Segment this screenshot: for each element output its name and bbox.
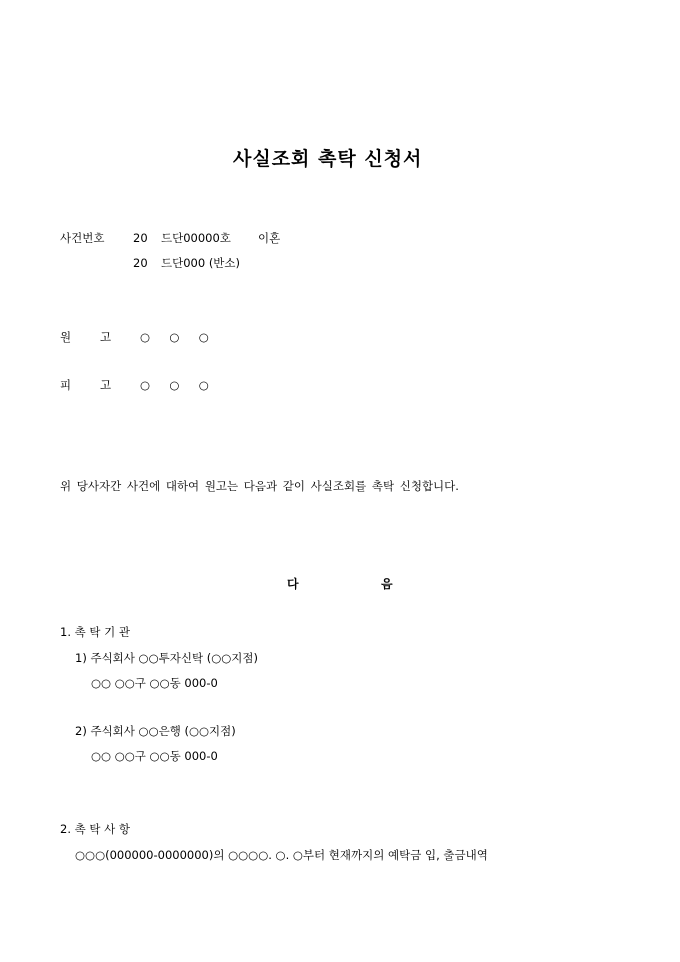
- case-number-label: 사건번호: [60, 231, 105, 245]
- case-number-1: 드단00000호: [161, 231, 231, 245]
- agency-1-name: 1) 주식회사 ○○투자신탁 (○○지점): [75, 651, 258, 665]
- statement-text: 위 당사자간 사건에 대하여 원고는 다음과 같이 사실조회를 촉탁 신청합니다.: [60, 479, 459, 493]
- defendant-label-b: 고: [100, 378, 112, 392]
- heading-eum: 음: [381, 577, 393, 591]
- agency-2-address: ○○ ○○구 ○○동 000-0: [91, 749, 218, 763]
- case-number-2: 드단000 (반소): [161, 256, 241, 270]
- plaintiff-name: ○ ○ ○: [140, 330, 213, 344]
- section2-title: 2. 촉 탁 사 항: [60, 822, 131, 836]
- document-title: 사실조회 촉탁 신청서: [233, 148, 423, 170]
- case-year-2: 20: [133, 256, 148, 270]
- heading-da: 다: [287, 577, 299, 591]
- plaintiff-label-b: 고: [100, 330, 112, 344]
- plaintiff-label-a: 원: [60, 330, 72, 344]
- agency-2-name: 2) 주식회사 ○○은행 (○○지점): [75, 724, 236, 738]
- defendant-name: ○ ○ ○: [140, 378, 213, 392]
- case-year-1: 20: [133, 231, 148, 245]
- case-type: 이혼: [258, 231, 281, 245]
- section1-title: 1. 촉 탁 기 관: [60, 625, 131, 639]
- agency-1-address: ○○ ○○구 ○○동 000-0: [91, 676, 218, 690]
- defendant-label-a: 피: [60, 378, 72, 392]
- section2-content: ○○○(000000-0000000)의 ○○○○. ○. ○부터 현재까지의 예탁금 입, 출금내역: [75, 848, 488, 862]
